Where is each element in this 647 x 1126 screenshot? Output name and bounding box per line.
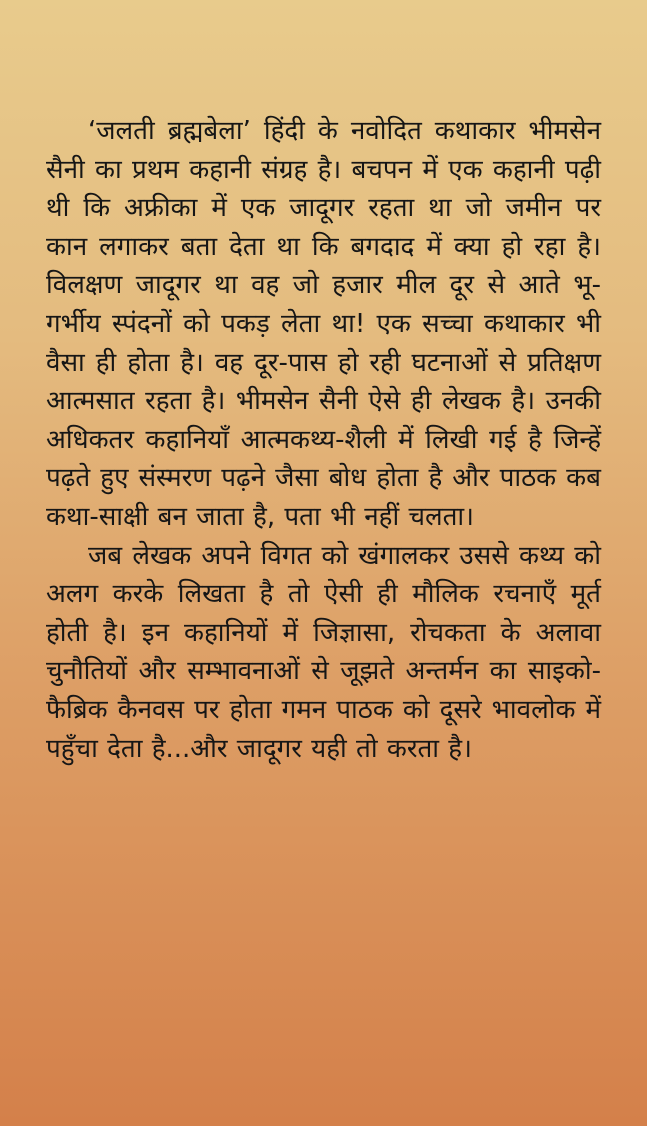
blurb-paragraph-2: जब लेखक अपने विगत को खंगालकर उससे कथ्य को अलग करके लिखता है तो ऐसी ही मौलिक रचनाएँ मूर्त होती है। इन कहानियों में जिज्ञासा, रोचकता के अलावा चुनौतियों और सम्भावनाओं से जूझते अन्तर्मन का साइको-फैब्रिक कैनवस पर होता गमन पाठक को दूसरे भावलोक में पहुँचा देता है...और जादूगर यही तो करता है। <box>46 540 601 764</box>
blurb-paragraph-1: ‘जलती ब्रह्मबेला’ हिंदी के नवोदित कथाकार भीमसेन सैनी का प्रथम कहानी संग्रह है। बचपन में एक कहानी पढ़ी थी कि अफ्रीका में एक जादूगर रहता था जो जमीन पर कान लगाकर बता देता था कि बगदाद में क्या हो रहा है। विलक्षण जादूगर था वह जो हजार मील दूर से आते भू-गर्भीय स्पंदनों को पकड़ लेता था! एक सच्चा कथाकार भी वैसा ही होता है। वह दूर-पास हो रही घटनाओं से प्रतिक्षण आत्मसात रहता है। भीमसेन सैनी ऐसे ही लेखक है। उनकी अधिकतर कहानियाँ आत्मकथ्य-शैली में लिखी गई है जिन्हें पढ़ते हुए संस्मरण पढ़ने जैसा बोध होता है और पाठक कब कथा-साक्षी बन जाता है, पता भी नहीं चलता। <box>46 116 601 532</box>
